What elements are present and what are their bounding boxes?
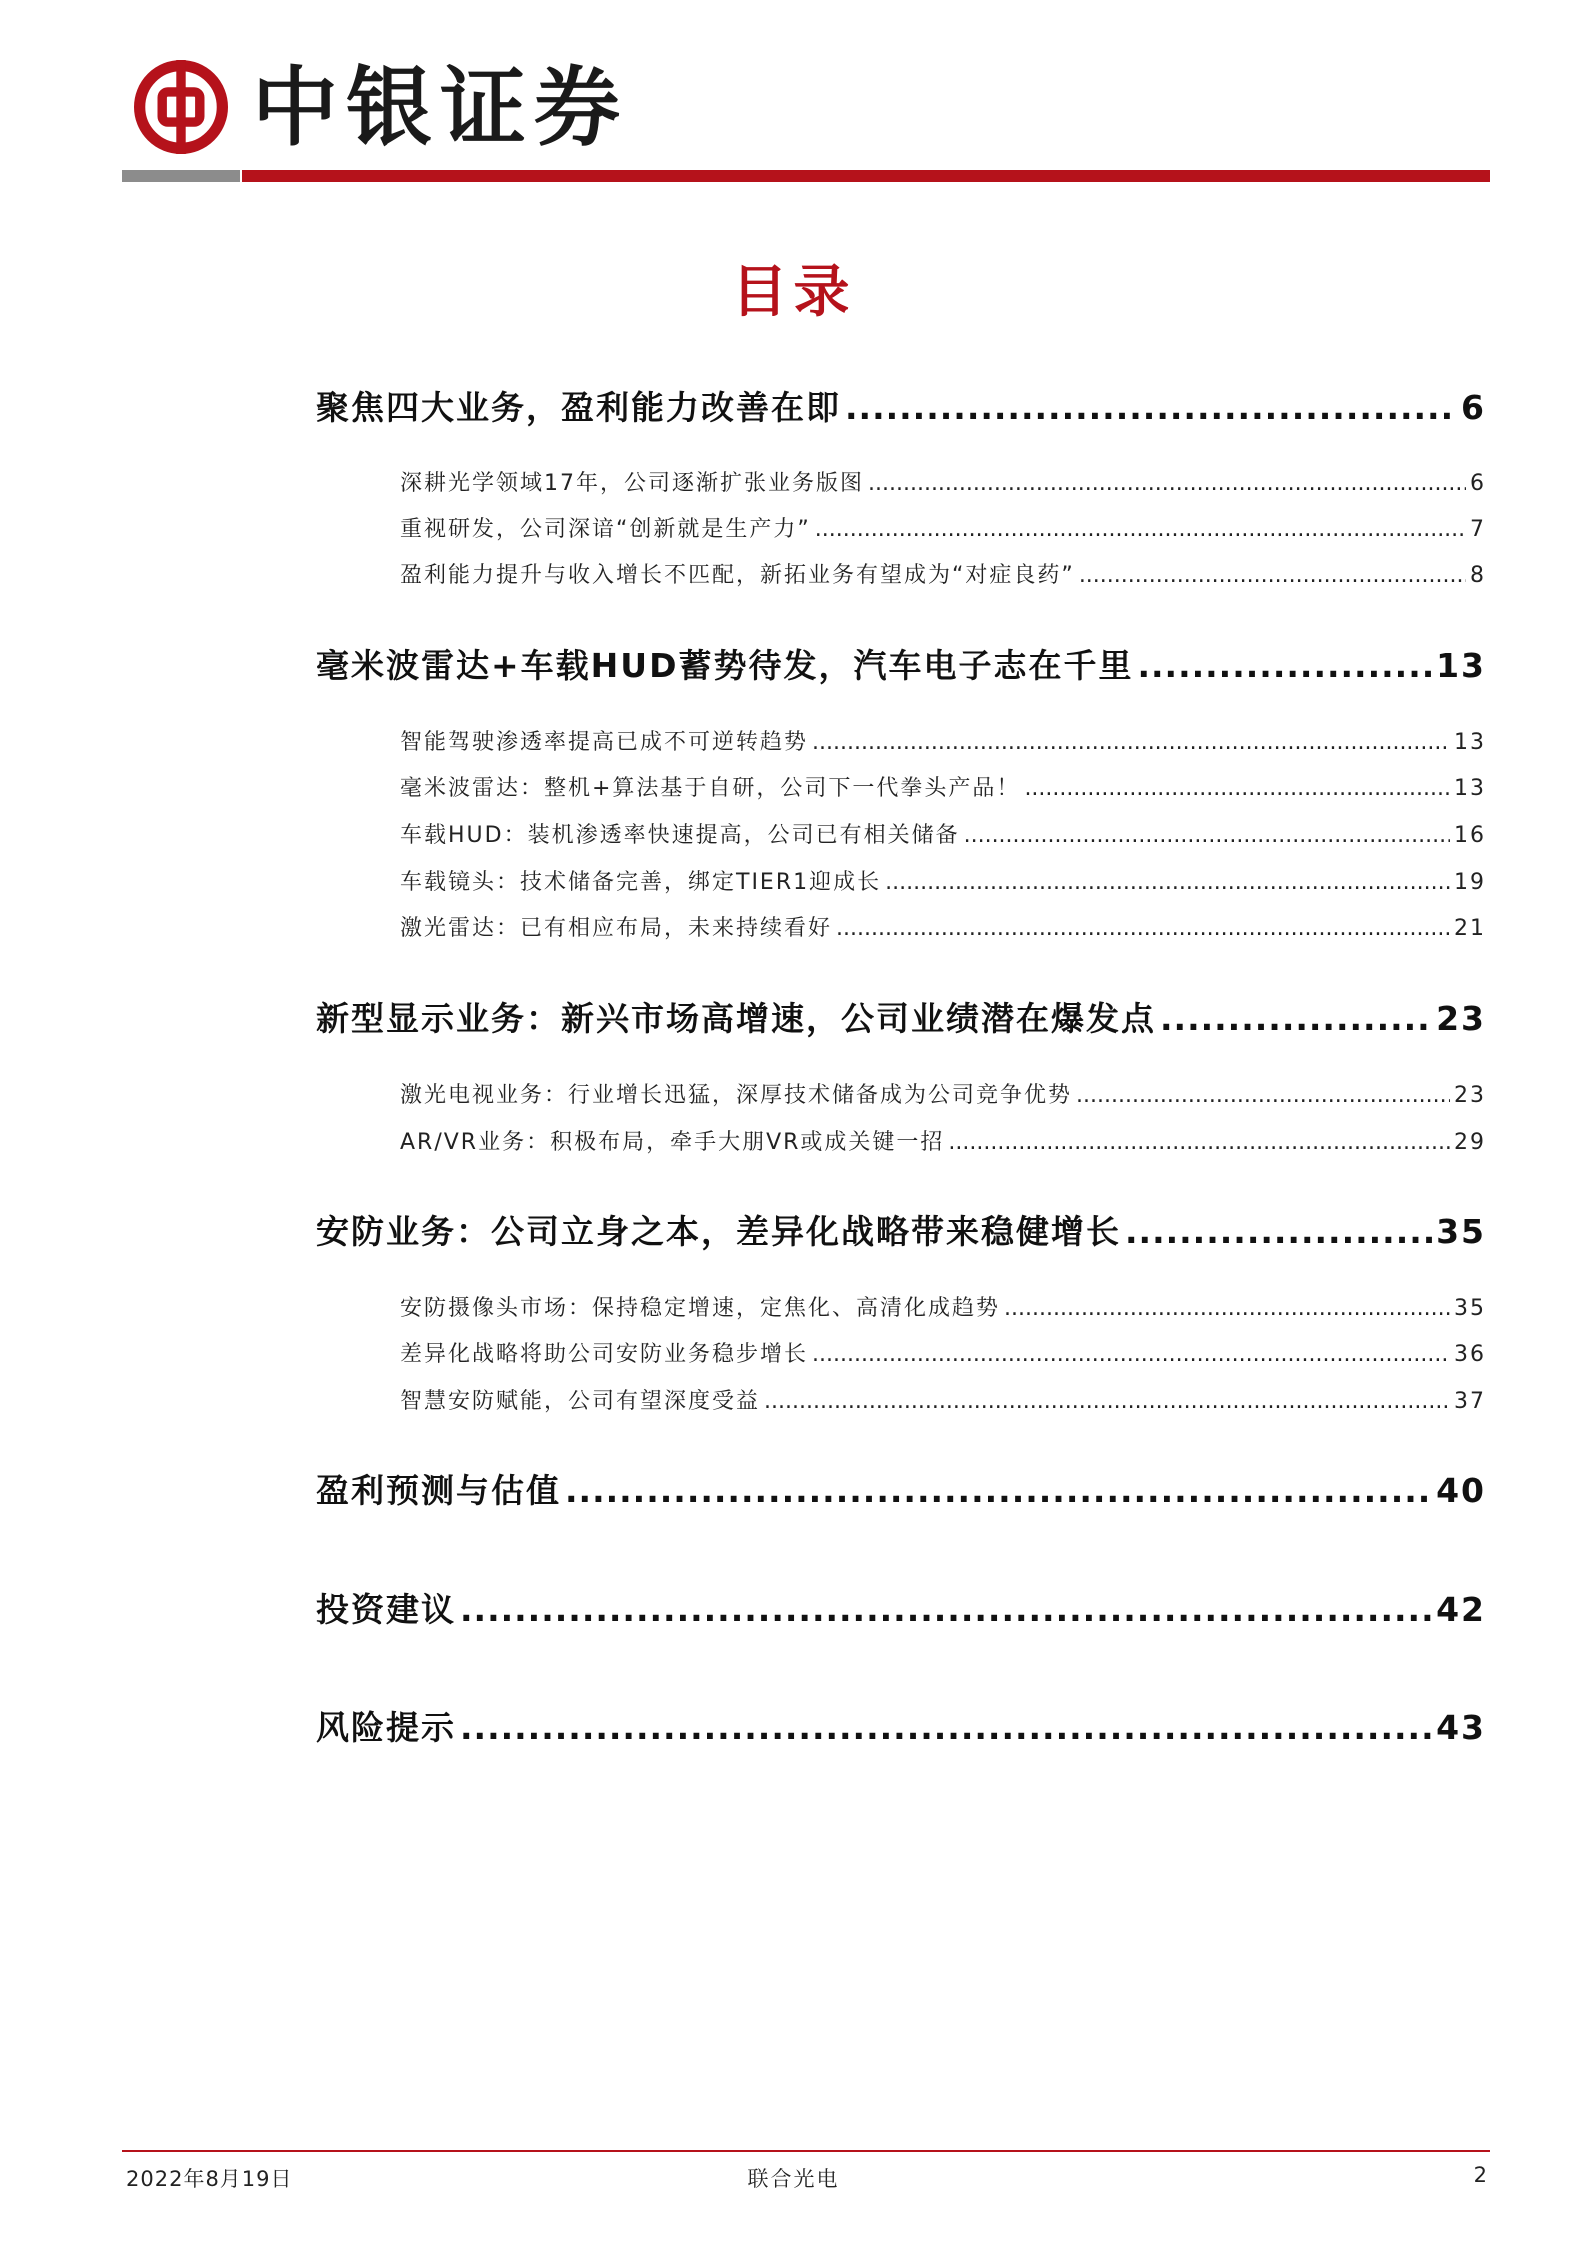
toc-entry-page: 8 — [1470, 563, 1486, 588]
toc-entry[interactable] — [400, 1291, 1486, 1322]
toc-entry-page: 40 — [1436, 1471, 1486, 1510]
toc-entry-page: 21 — [1454, 916, 1486, 941]
toc-entry-label: 激光雷达：已有相应布局，未来持续看好 — [400, 916, 833, 941]
toc-entry-page: 37 — [1454, 1389, 1486, 1414]
toc-entry-label: 车载HUD：装机渗透率快速提高，公司已有相关储备 — [400, 823, 960, 848]
toc-entry[interactable] — [316, 1206, 1486, 1253]
footer-divider — [122, 2150, 1490, 2152]
toc-entry[interactable] — [400, 466, 1486, 497]
toc-entry-label: 新型显示业务：新兴市场高增速，公司业绩潜在爆发点 — [316, 999, 1156, 1038]
toc-leader — [764, 1389, 1450, 1414]
toc-leader — [815, 517, 1466, 542]
toc-entry-page: 13 — [1436, 646, 1486, 685]
bank-of-china-logo-icon — [134, 60, 228, 154]
toc-entry-page: 36 — [1454, 1342, 1486, 1367]
toc-leader — [845, 388, 1457, 427]
toc-entry-page: 7 — [1470, 517, 1486, 542]
toc-leader — [460, 1590, 1432, 1629]
toc-entry-label: 盈利能力提升与收入增长不匹配，新拓业务有望成为“对症良药” — [400, 563, 1075, 588]
toc-entry[interactable] — [400, 558, 1486, 589]
toc-leader — [1076, 1083, 1450, 1108]
toc-entry-page: 42 — [1436, 1590, 1486, 1629]
toc-entry[interactable] — [400, 1384, 1486, 1415]
toc-leader — [836, 916, 1450, 941]
toc-leader — [1125, 1212, 1432, 1251]
toc-entry-page: 6 — [1470, 471, 1486, 496]
toc-entry-label: 毫米波雷达：整机+算法基于自研，公司下一代拳头产品！ — [400, 776, 1021, 801]
toc-leader — [1160, 999, 1432, 1038]
brand-name: 中银证券 — [252, 57, 628, 158]
toc-entry[interactable] — [316, 1702, 1486, 1749]
toc-entry-page: 16 — [1454, 823, 1486, 848]
toc-leader — [868, 471, 1466, 496]
toc-entry[interactable] — [316, 1584, 1486, 1631]
toc-entry-page: 6 — [1461, 388, 1486, 427]
toc-entry-label: 车载镜头：技术储备完善，绑定TIER1迎成长 — [400, 870, 882, 895]
toc-entry-label: 风险提示 — [316, 1708, 456, 1747]
page-number: 2 — [1473, 2163, 1487, 2187]
toc-leader — [948, 1130, 1450, 1155]
toc-entry[interactable] — [400, 1125, 1486, 1156]
header-divider-red — [242, 170, 1490, 182]
toc-entry-page: 13 — [1454, 776, 1486, 801]
toc-entry-label: 聚焦四大业务，盈利能力改善在即 — [316, 388, 841, 427]
toc-leader — [885, 870, 1450, 895]
toc-leader — [812, 1342, 1450, 1367]
company-name: 联合光电 — [747, 2167, 840, 2191]
toc-entry-label: 安防业务：公司立身之本，差异化战略带来稳健增长 — [316, 1212, 1121, 1251]
report-date: 2022年8月19日 — [126, 2167, 293, 2191]
toc-leader — [565, 1471, 1432, 1510]
toc-entry-label: 盈利预测与估值 — [316, 1471, 561, 1510]
toc-entry[interactable] — [316, 640, 1486, 687]
toc-entry-label: 激光电视业务：行业增长迅猛，深厚技术储备成为公司竞争优势 — [400, 1083, 1073, 1108]
toc-entry-label: AR/VR业务：积极布局，牵手大朋VR或成关键一招 — [400, 1130, 945, 1155]
toc-entry-page: 35 — [1454, 1296, 1486, 1321]
toc-entry[interactable] — [400, 818, 1486, 849]
toc-entry-label: 智慧安防赋能，公司有望深度受益 — [400, 1389, 761, 1414]
toc-entry[interactable] — [400, 725, 1486, 756]
toc-leader — [1079, 563, 1466, 588]
page-title: 目录 — [731, 260, 856, 325]
toc-leader — [1004, 1296, 1450, 1321]
toc-entry[interactable] — [316, 993, 1486, 1040]
toc-entry-label: 智能驾驶渗透率提高已成不可逆转趋势 — [400, 730, 809, 755]
toc-leader — [1137, 646, 1432, 685]
toc-entry-page: 35 — [1436, 1212, 1486, 1251]
toc-leader — [460, 1708, 1432, 1747]
toc-entry[interactable] — [316, 382, 1486, 429]
header-divider-gray — [122, 170, 240, 182]
toc-entry-label: 重视研发，公司深谙“创新就是生产力” — [400, 517, 811, 542]
toc-entry[interactable] — [400, 865, 1486, 896]
toc-entry[interactable] — [400, 1078, 1486, 1109]
toc-entry-page: 23 — [1436, 999, 1486, 1038]
toc-leader — [1024, 776, 1450, 801]
report-header — [122, 40, 1490, 185]
toc-entry-page: 43 — [1436, 1708, 1486, 1747]
toc-entry[interactable] — [400, 771, 1486, 802]
toc-leader — [964, 823, 1450, 848]
toc-entry[interactable] — [316, 1465, 1486, 1512]
toc-entry-label: 毫米波雷达+车载HUD蓄势待发，汽车电子志在千里 — [316, 646, 1134, 685]
toc-entry-page: 13 — [1454, 730, 1486, 755]
toc-entry-page: 29 — [1454, 1130, 1486, 1155]
toc-entry-label: 差异化战略将助公司安防业务稳步增长 — [400, 1342, 809, 1367]
toc-entry[interactable] — [400, 512, 1486, 543]
toc-leader — [812, 730, 1450, 755]
toc-entry[interactable] — [400, 911, 1486, 942]
toc-entry-label: 深耕光学领域17年，公司逐渐扩张业务版图 — [400, 471, 864, 496]
toc-entry[interactable] — [400, 1337, 1486, 1368]
toc-entry-page: 23 — [1454, 1083, 1486, 1108]
toc-entry-label: 安防摄像头市场：保持稳定增速，定焦化、高清化成趋势 — [400, 1296, 1001, 1321]
toc-entry-label: 投资建议 — [316, 1590, 456, 1629]
toc-entry-page: 19 — [1454, 870, 1486, 895]
